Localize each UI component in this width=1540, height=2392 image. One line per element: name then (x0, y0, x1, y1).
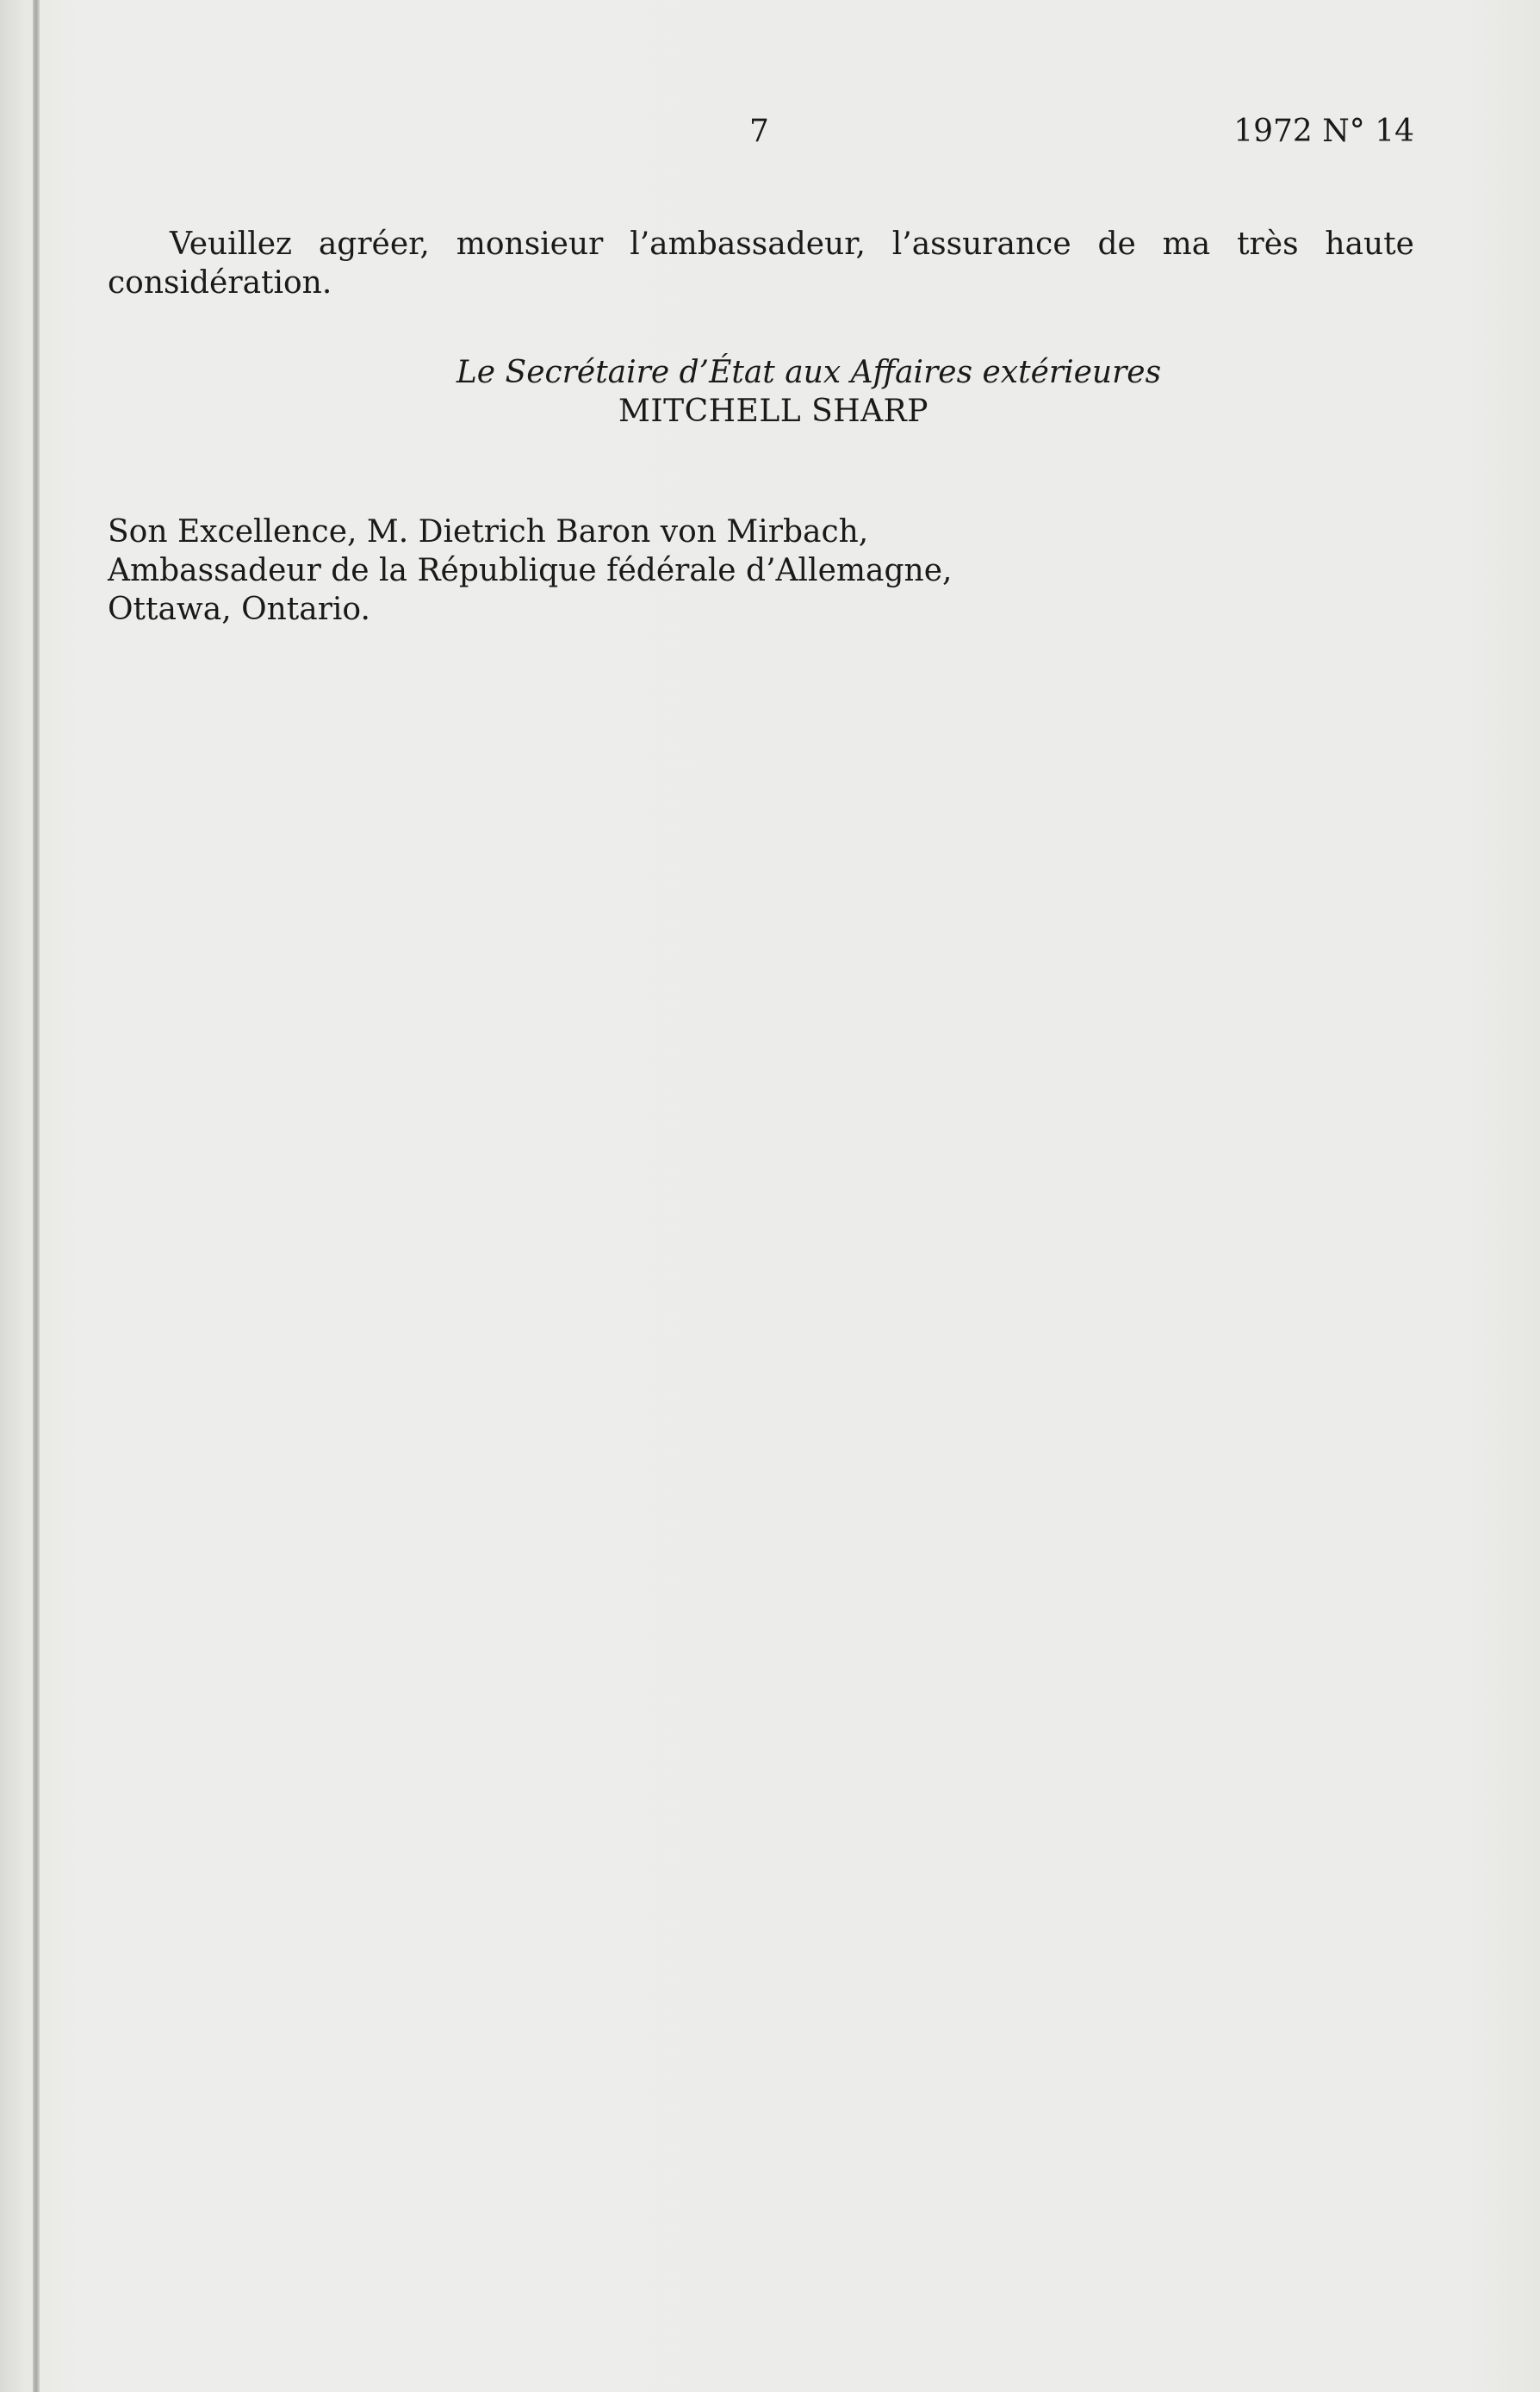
addressee-line: Ottawa, Ontario. (108, 592, 370, 627)
signature-block (0, 353, 1540, 431)
page-header (0, 114, 1540, 157)
closing-paragraph: Veuillez agréer, monsieur l’ambassadeur, l’assurance de ma très haute considération. (108, 227, 1414, 301)
page-number: 7 (749, 114, 769, 149)
document-reference: 1972 N° 14 (1233, 114, 1414, 149)
addressee-line: Ambassadeur de la République fédérale d’Allemagne, (108, 553, 953, 588)
addressee-line: Son Excellence, M. Dietrich Baron von Mirbach, (108, 514, 869, 550)
addressee-block (108, 513, 952, 629)
signature-title: Le Secrétaire d’État aux Affaires extérieures (456, 355, 1162, 390)
signature-name: MITCHELL SHARP (618, 394, 928, 429)
